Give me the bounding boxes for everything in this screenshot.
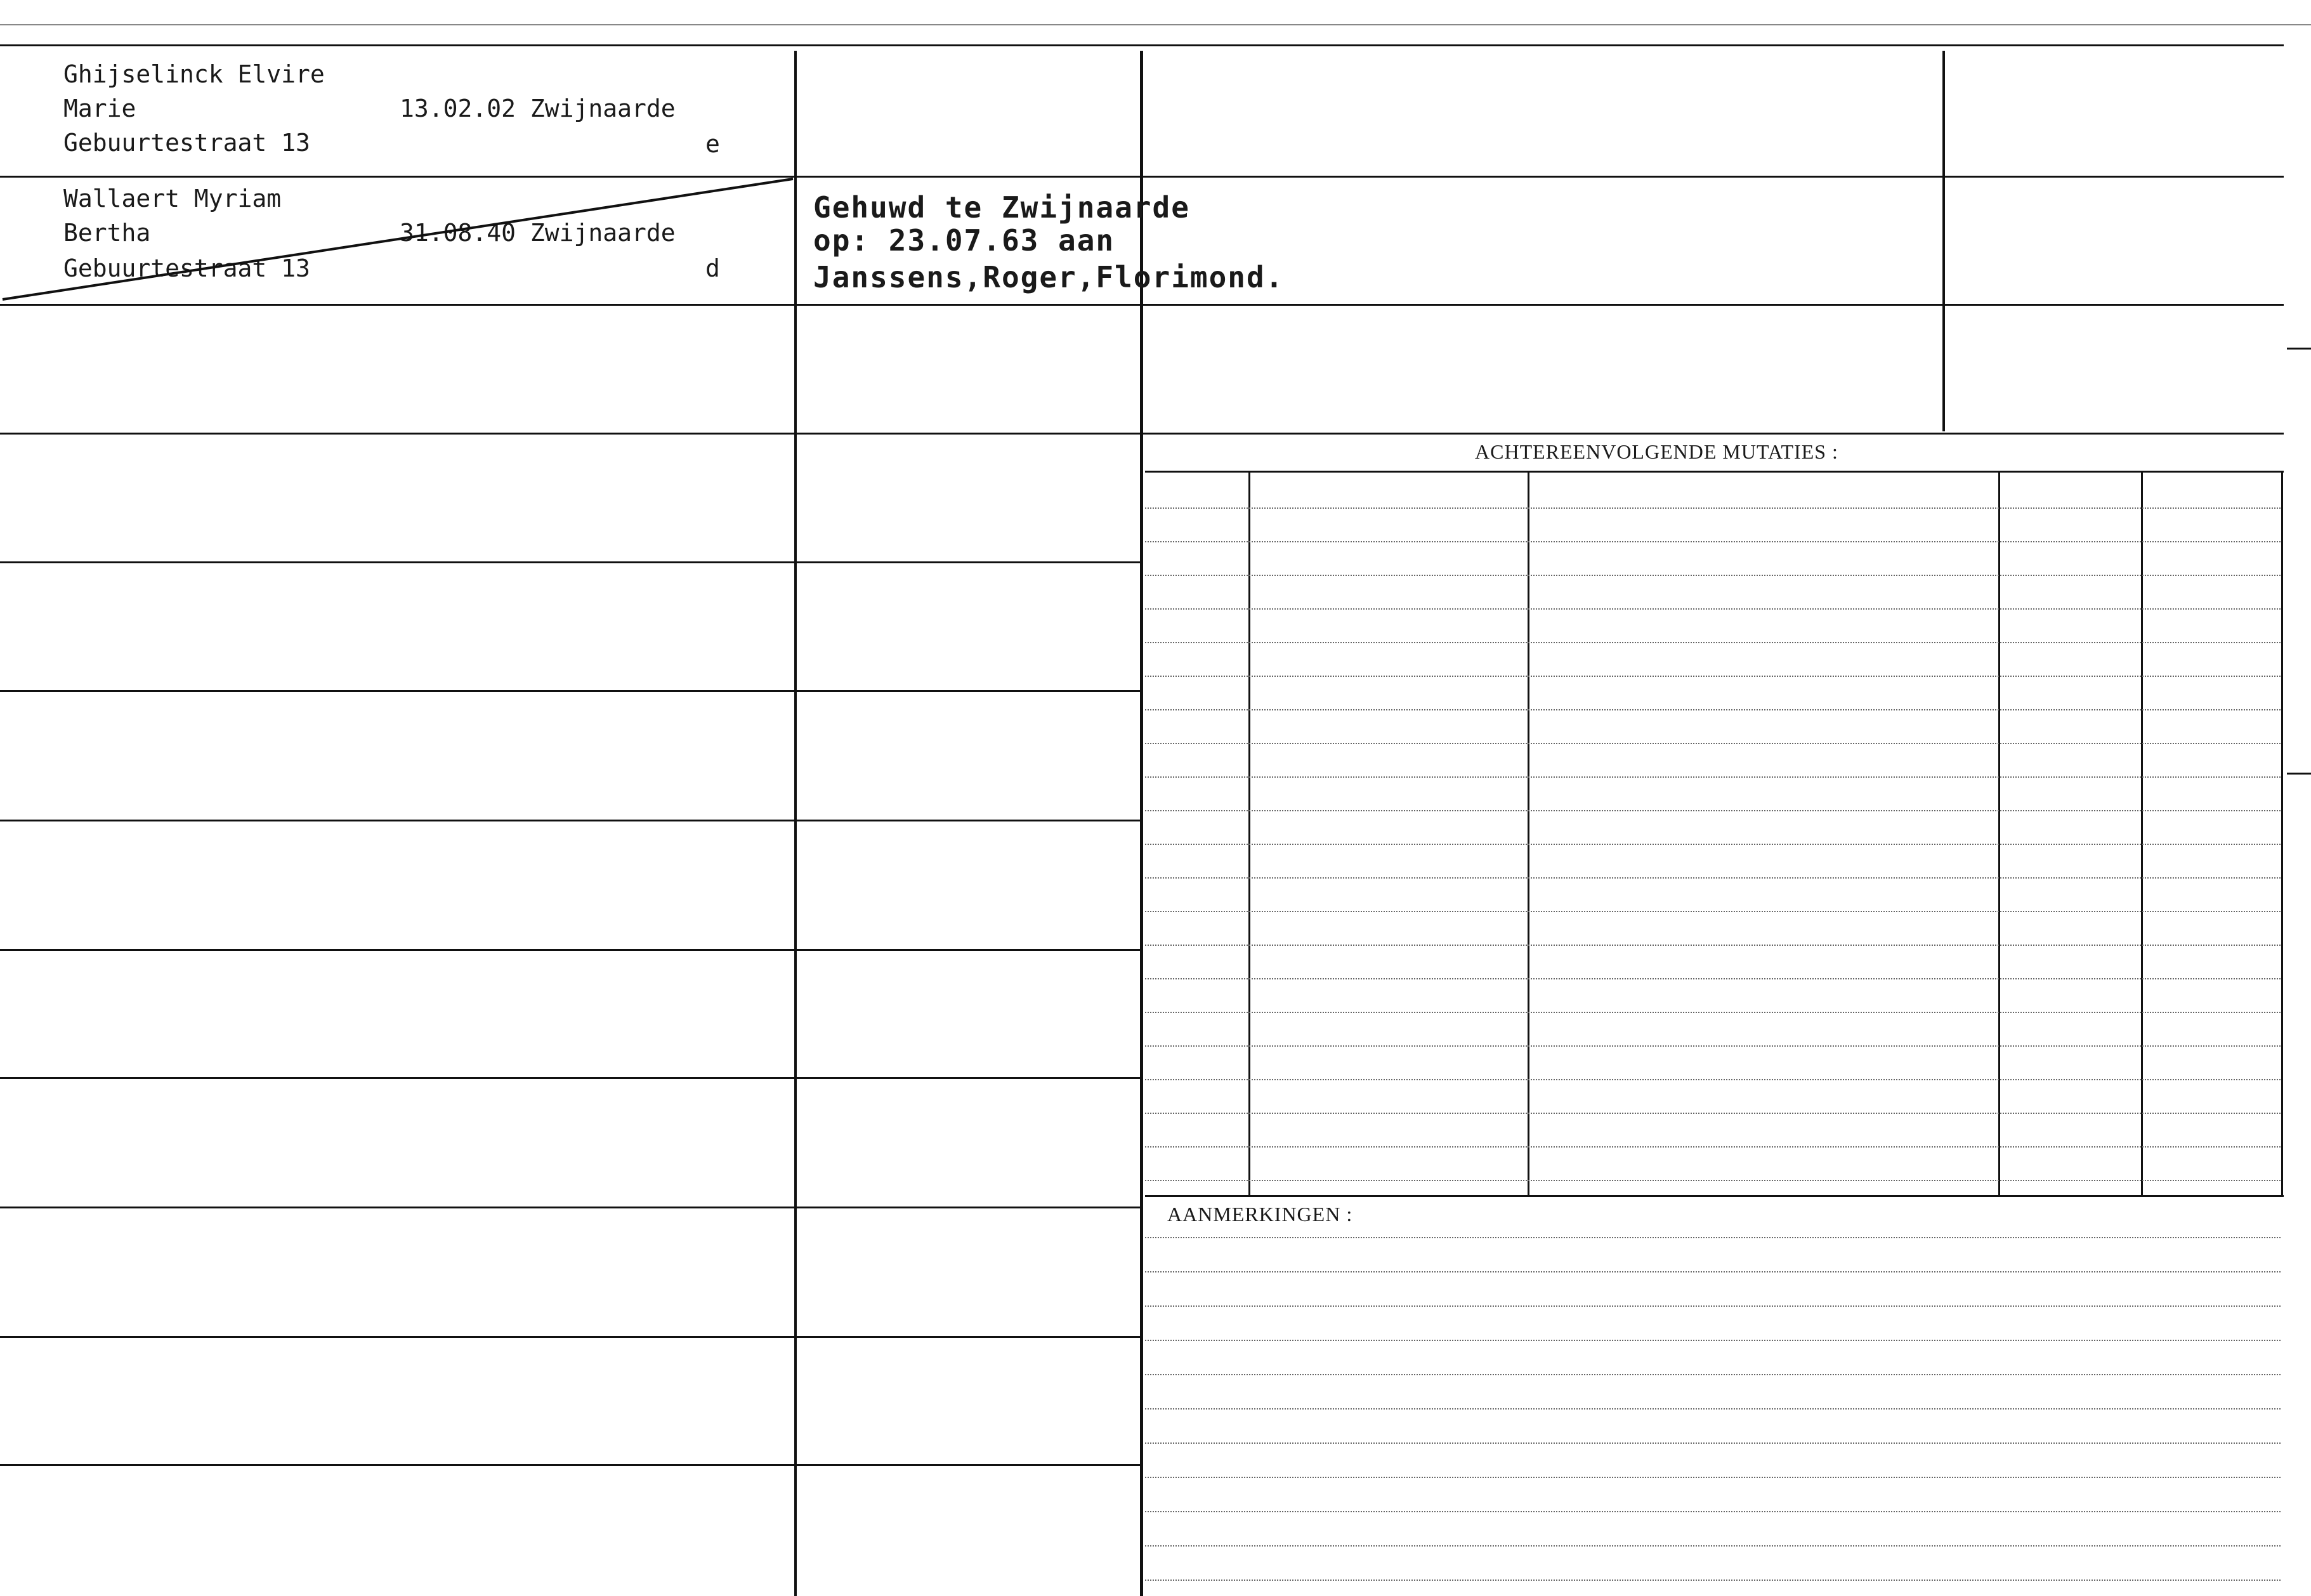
marriage-note-line-2: op: 23.07.63 aan	[813, 223, 1115, 258]
edge-tick	[2287, 773, 2311, 775]
marriage-note-line-3: Janssens,Roger,Florimond.	[813, 260, 1285, 294]
record-second-name: Bertha	[63, 219, 151, 247]
mutations-header: ACHTEREENVOLGENDE MUTATIES :	[1475, 440, 1838, 463]
marriage-note-line-1: Gehuwd te Zwijnaarde	[813, 190, 1190, 225]
record-name: Ghijselinck Elvire	[63, 60, 325, 88]
record-birth: 31.08.40 Zwijnaarde	[400, 219, 676, 247]
edge-tick	[2287, 348, 2311, 350]
record-birth: 13.02.02 Zwijnaarde	[400, 95, 676, 122]
mutations-top-rule	[1145, 471, 2284, 473]
record-code: e	[705, 130, 720, 158]
record-second-name: Marie	[63, 95, 136, 122]
mutations-column-divider	[2281, 473, 2283, 1196]
record-address: Gebuurtestraat 13	[63, 254, 310, 282]
record-name: Wallaert Myriam	[63, 185, 282, 213]
mutations-column-divider	[1998, 473, 2000, 1196]
mutations-column-divider	[2141, 473, 2143, 1196]
mutations-bottom-rule	[1145, 1195, 2284, 1197]
record-address: Gebuurtestraat 13	[63, 129, 310, 157]
record-code: d	[705, 254, 720, 282]
mutations-column-divider	[1528, 473, 1529, 1196]
mutations-column-divider	[1248, 473, 1250, 1196]
remarks-header: AANMERKINGEN :	[1167, 1203, 1353, 1226]
